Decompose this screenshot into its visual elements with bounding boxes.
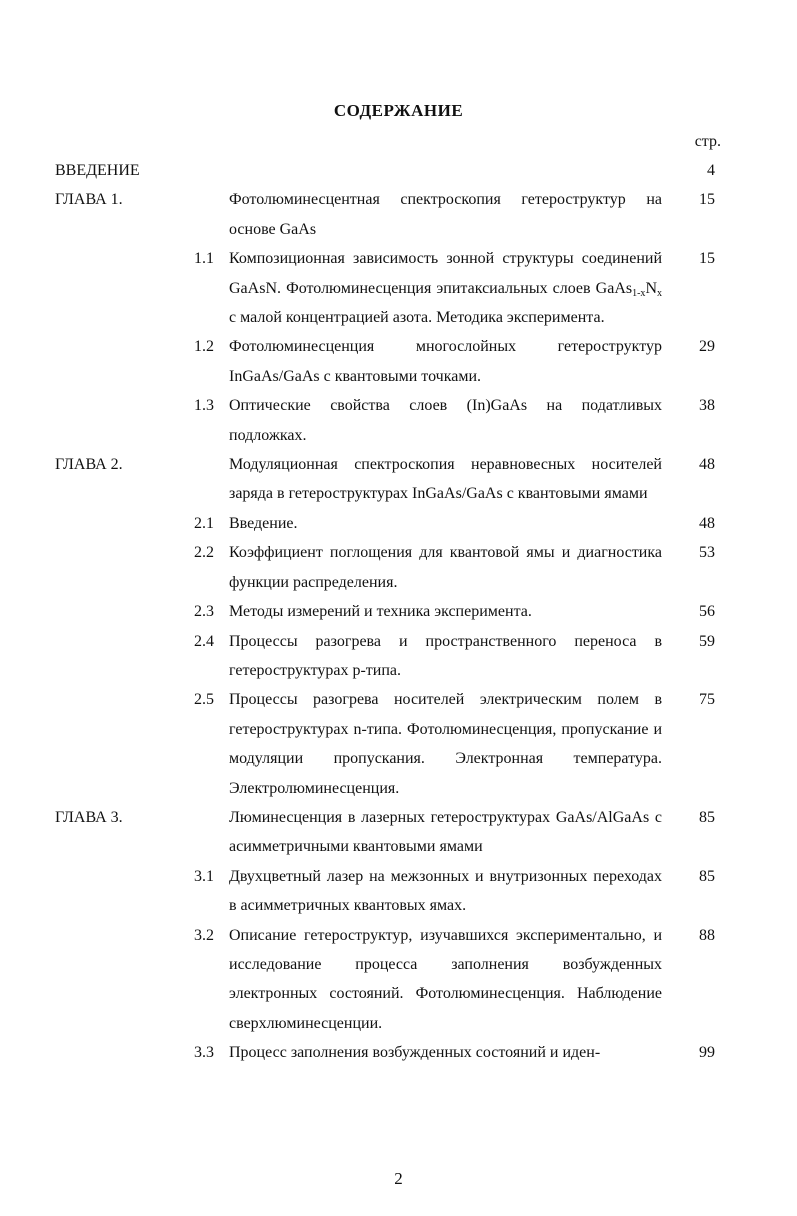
page-number: 2 bbox=[394, 1169, 403, 1188]
toc-section-number: 2.5 bbox=[194, 691, 214, 709]
toc-entry bbox=[0, 921, 797, 1039]
toc-page-number: 99 bbox=[699, 1044, 715, 1062]
toc-page-number: 85 bbox=[699, 808, 715, 826]
toc-page-number: 48 bbox=[699, 514, 715, 532]
toc-section-number: 1.2 bbox=[194, 338, 214, 356]
toc-page-number: 38 bbox=[699, 397, 715, 415]
toc-chapter-label: ГЛАВА 3. bbox=[55, 808, 123, 826]
toc-page-number: 29 bbox=[699, 338, 715, 356]
toc-entry bbox=[0, 509, 797, 538]
table-of-contents bbox=[0, 156, 797, 1068]
toc-page-number: 15 bbox=[699, 250, 715, 268]
toc-entry bbox=[0, 156, 797, 185]
toc-entry bbox=[0, 862, 797, 921]
toc-entry-title: Методы измерений и техника эксперимента. bbox=[229, 603, 532, 621]
toc-entry bbox=[0, 391, 797, 450]
toc-page-number: 75 bbox=[699, 691, 715, 709]
toc-section-number: 2.3 bbox=[194, 603, 214, 621]
toc-entry-title: Коэффициент поглощения для квантовой ямы и диагностика функции распределения. bbox=[229, 544, 662, 591]
page-column-label: стр. bbox=[694, 133, 721, 150]
toc-entry bbox=[0, 1038, 797, 1067]
toc-entry bbox=[0, 538, 797, 597]
toc-page-number: 53 bbox=[699, 544, 715, 562]
toc-entry-title: Оптические свойства слоев (In)GaAs на податливых подложках. bbox=[229, 397, 662, 444]
toc-entry bbox=[0, 597, 797, 626]
toc-entry bbox=[0, 185, 797, 244]
toc-entry-title: Модуляционная спектроскопия неравновесных носителей заряда в гетероструктурах InGaAs/GaAs с квантовыми ямами bbox=[229, 456, 662, 503]
toc-chapter-label: ГЛАВА 2. bbox=[55, 456, 123, 474]
toc-page-number: 85 bbox=[699, 867, 715, 885]
toc-section-number: 2.4 bbox=[194, 632, 214, 650]
toc-entry bbox=[0, 627, 797, 686]
toc-section-number: 3.2 bbox=[194, 926, 214, 944]
toc-chapter-label: ГЛАВА 1. bbox=[55, 191, 123, 209]
toc-page-number: 59 bbox=[699, 632, 715, 650]
toc-entry-title: Процесс заполнения возбужденных состояний и иден- bbox=[229, 1044, 601, 1062]
toc-entry bbox=[0, 803, 797, 862]
toc-page-number: 56 bbox=[699, 603, 715, 621]
toc-entry-title: Процессы разогрева и пространственного переноса в гетероструктурах p-типа. bbox=[229, 632, 662, 679]
toc-entry bbox=[0, 685, 797, 803]
toc-section-number: 2.2 bbox=[194, 544, 214, 562]
toc-page-number: 88 bbox=[699, 926, 715, 944]
page-title: СОДЕРЖАНИЕ bbox=[333, 101, 464, 120]
toc-entry bbox=[0, 332, 797, 391]
toc-entry-title: Двухцветный лазер на межзонных и внутризонных переходах в асимметричных квантовых ямах. bbox=[229, 867, 662, 915]
toc-page-number: 48 bbox=[699, 456, 715, 474]
toc-entry-title: Фотолюминесцентная спектроскопия гетероструктур на основе GaAs bbox=[229, 191, 662, 238]
toc-section-number: 1.1 bbox=[194, 250, 214, 268]
toc-entry-title: Введение. bbox=[229, 514, 298, 532]
toc-entry bbox=[0, 244, 797, 332]
toc-entry-title: Процессы разогрева носителей электрическим полем в гетероструктурах n-типа. Фотолюминесценция, пропускание и модуляции пропускания. Электронная температура. Электролюминесценция. bbox=[229, 691, 662, 797]
toc-page-number: 15 bbox=[699, 191, 715, 209]
toc-entry-title bbox=[229, 156, 662, 185]
toc-section-number: 3.1 bbox=[194, 867, 214, 885]
toc-entry-title: Фотолюминесценция многослойных гетероструктур InGaAs/GaAs с квантовыми точками. bbox=[229, 338, 662, 385]
toc-page-number: 4 bbox=[707, 162, 715, 179]
toc-section-number: 1.3 bbox=[194, 397, 214, 415]
toc-entry bbox=[0, 450, 797, 509]
toc-chapter-label: ВВЕДЕНИЕ bbox=[55, 162, 140, 179]
toc-entry-title: Описание гетероструктур, изучавшихся экспериментально, и исследование процесса заполнения возбужденных электронных состояний. Фотолюминесценция. Наблюдение сверхлюминесценции. bbox=[229, 926, 662, 1032]
toc-section-number: 3.3 bbox=[194, 1044, 214, 1062]
toc-entry-title: Композиционная зависимость зонной структуры соединений GaAsN. Фотолюминесценция эпитаксиальных слоев $GaAs_{1-x}N_x$ с малой концентрацией азота. Методика эксперимента. bbox=[229, 250, 662, 327]
toc-entry-title: Люминесценция в лазерных гетероструктурах GaAs/AlGaAs с асимметричными квантовыми ямами bbox=[229, 808, 662, 856]
toc-section-number: 2.1 bbox=[194, 514, 214, 532]
